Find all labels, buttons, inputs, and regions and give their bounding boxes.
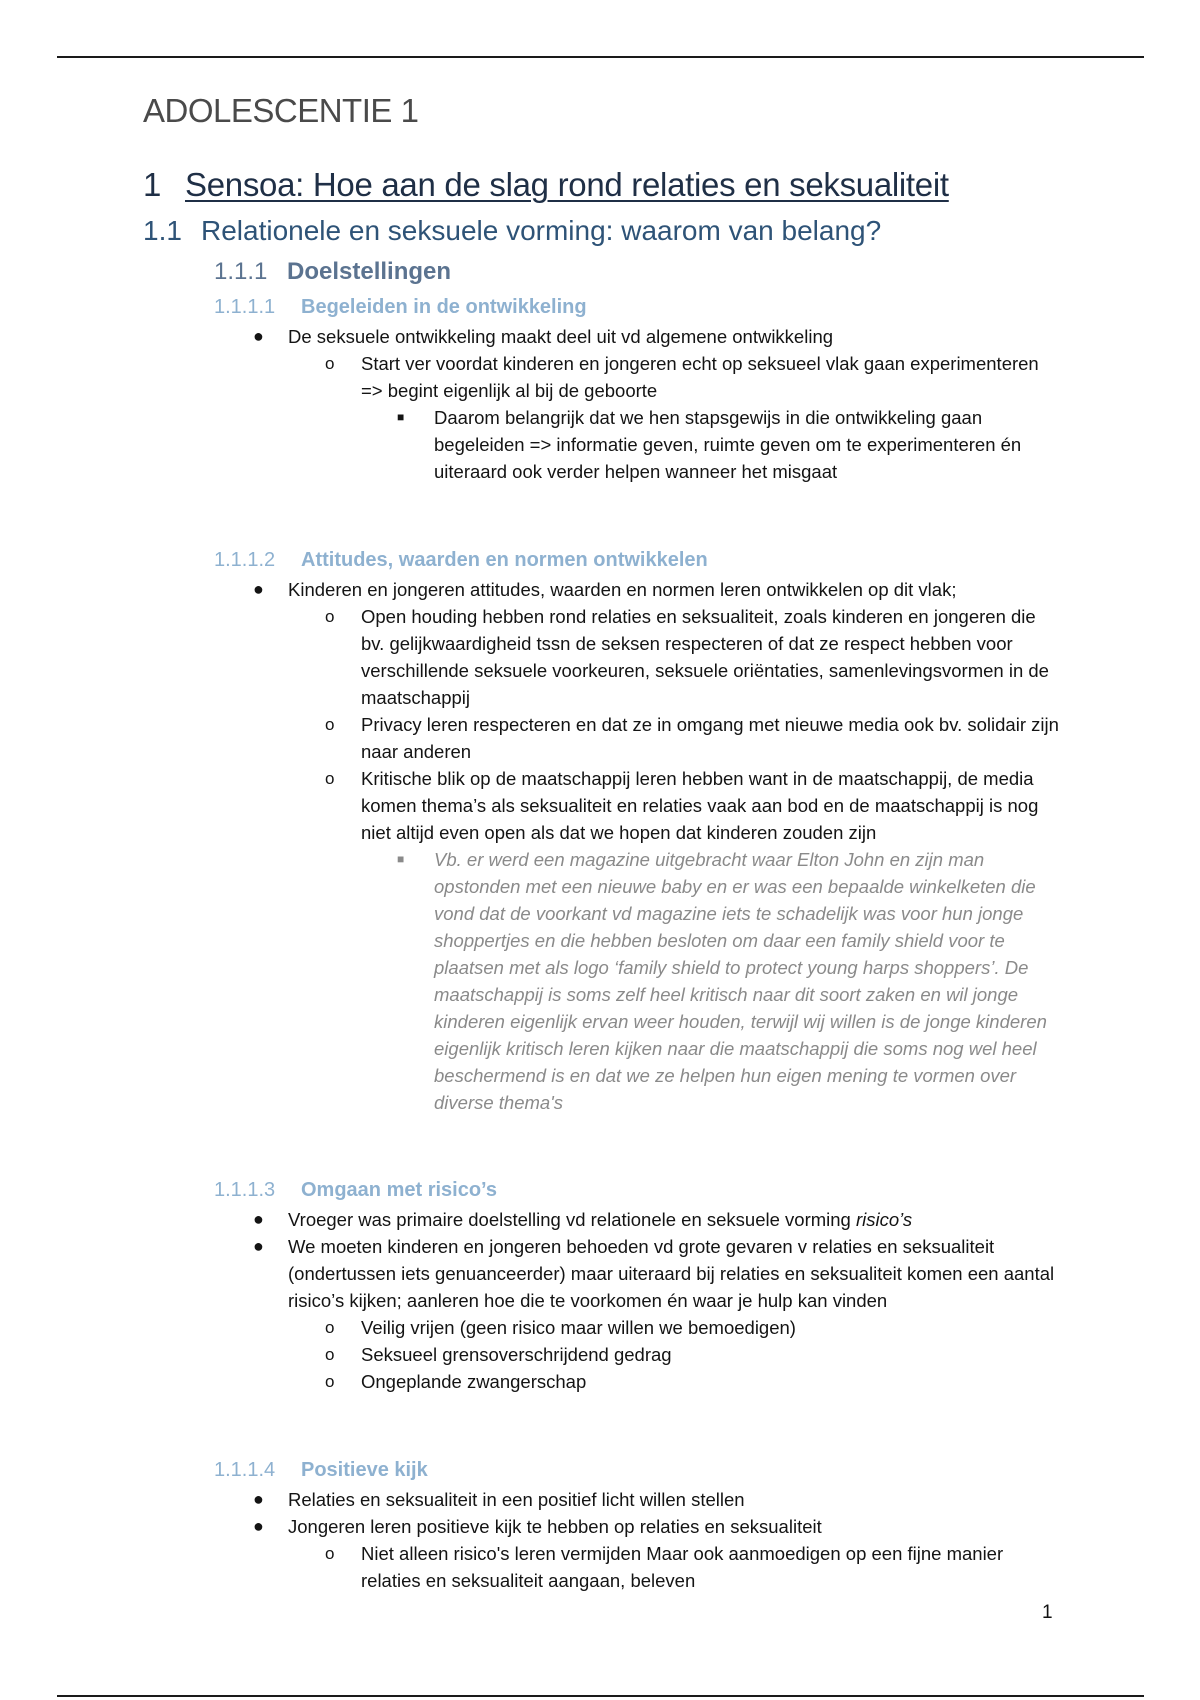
circle-bullet-icon: o [325, 1544, 335, 1563]
list-item [0, 1513, 1061, 1540]
circle-bullet-icon: o [325, 354, 335, 373]
emphasis-text: risico’s [855, 1209, 913, 1230]
square-bullet-icon: ■ [397, 852, 405, 866]
section-title: Omgaan met risico’s [301, 1179, 497, 1201]
header-rule [57, 56, 1144, 58]
bullet-icon: ● [253, 1209, 264, 1229]
list-item-text: We moeten kinderen en jongeren behoeden vd grote gevaren v relaties en seksualiteit (ondertussen iets genuanceerder) maar uiteraard bij relaties en seksualiteit komen een aantal risico’s kijken; aanleren hoe die te voorkomen én waar je hulp kan vinden [288, 1236, 1055, 1311]
example-text: Vb. er werd een magazine uitgebracht waar Elton John en zijn man opstonden met een nieuwe baby en er was een bepaalde winkelketen die vond dat de voorkant vd magazine iets te schadelijk was voor hun jonge shoppertjes en die hebben besloten om daar een family shield voor te plaatsen met als logo ‘family shield to protect young harps shoppers’. De maatschappij is soms zelf heel kritisch naar dit soort zaken en wil jonge kinderen eigenlijk ervan weer houden, terwijl wij willen is de jonge kinderen eigenlijk kritisch leren kijken naar die maatschappij die soms nog wel heel beschermend is en dat we ze helpen hun eigen mening te vormen over diverse thema's [434, 849, 1047, 1113]
square-bullet-icon: ■ [397, 410, 405, 424]
list-item [0, 846, 1061, 1116]
circle-bullet-icon: o [325, 715, 335, 734]
section-heading-risicos [214, 1179, 497, 1202]
list-item [0, 576, 1061, 603]
bullet-icon: ● [253, 1489, 264, 1509]
list-item [0, 603, 1061, 711]
circle-bullet-icon: o [325, 769, 335, 788]
list-item [0, 711, 1061, 765]
list-item [0, 1206, 1061, 1233]
footer-rule [57, 1695, 1144, 1697]
section-list-risicos [0, 1206, 1061, 1395]
heading-1-text: Sensoa: Hoe aan de slag rond relaties en seksualiteit [185, 166, 949, 203]
bullet-icon: ● [253, 326, 264, 346]
bullet-icon: ● [253, 1236, 264, 1256]
list-item [0, 1341, 1061, 1368]
page-number: 1 [1042, 1602, 1053, 1623]
heading-1 [143, 166, 949, 204]
heading-3-number: 1.1.1 [214, 258, 268, 285]
circle-bullet-icon: o [325, 1345, 335, 1364]
list-item-text: Relaties en seksualiteit in een positief licht willen stellen [288, 1489, 745, 1510]
section-heading-positieve-kijk [214, 1459, 428, 1482]
list-item [0, 1540, 1061, 1594]
list-item [0, 323, 1061, 350]
section-list-positieve-kijk [0, 1486, 1061, 1594]
section-number: 1.1.1.1 [214, 296, 276, 318]
section-number: 1.1.1.4 [214, 1459, 276, 1481]
section-list-attitudes [0, 576, 1061, 1116]
bullet-icon: ● [253, 579, 264, 599]
list-item [0, 1233, 1061, 1314]
section-title: Begeleiden in de ontwikkeling [301, 296, 587, 318]
circle-bullet-icon: o [325, 1318, 335, 1337]
list-item [0, 350, 1061, 404]
document-title: ADOLESCENTIE 1 [143, 92, 419, 129]
list-item-text: Niet alleen risico's leren vermijden Maar ook aanmoedigen op een fijne manier relaties en seksualiteit aangaan, beleven [361, 1543, 1004, 1591]
list-item-text: Veilig vrijen (geen risico maar willen we bemoedigen) [361, 1317, 796, 1338]
section-list-begeleiden [0, 323, 1061, 485]
list-item-text: Vroeger was primaire doelstelling vd relationele en seksuele vorming risico’s [288, 1209, 913, 1230]
heading-2 [143, 215, 881, 247]
section-heading-begeleiden [214, 296, 587, 319]
section-title: Positieve kijk [301, 1459, 428, 1481]
list-item-text: Daarom belangrijk dat we hen stapsgewijs in die ontwikkeling gaan begeleiden => informatie geven, ruimte geven om te experimenteren én uiteraard ook verder helpen wanneer het misgaat [434, 407, 1022, 482]
list-item-text: Ongeplande zwangerschap [361, 1371, 587, 1392]
list-item-text: Jongeren leren positieve kijk te hebben op relaties en seksualiteit [288, 1516, 822, 1537]
section-heading-attitudes [214, 549, 708, 572]
list-item [0, 765, 1061, 846]
section-number: 1.1.1.3 [214, 1179, 276, 1201]
list-item [0, 1486, 1061, 1513]
bullet-icon: ● [253, 1516, 264, 1536]
section-title: Attitudes, waarden en normen ontwikkelen [301, 549, 708, 571]
circle-bullet-icon: o [325, 607, 335, 626]
list-item-text: Privacy leren respecteren en dat ze in omgang met nieuwe media ook bv. solidair zijn naar anderen [361, 714, 1059, 762]
list-item-text: De seksuele ontwikkeling maakt deel uit vd algemene ontwikkeling [288, 326, 834, 347]
list-item [0, 1368, 1061, 1395]
section-number: 1.1.1.2 [214, 549, 276, 571]
heading-2-text: Relationele en seksuele vorming: waarom van belang? [201, 215, 882, 246]
list-item-text: Seksueel grensoverschrijdend gedrag [361, 1344, 672, 1365]
list-item [0, 404, 1061, 485]
list-item-text: Open houding hebben rond relaties en seksualiteit, zoals kinderen en jongeren die bv. gelijkwaardigheid tssn de seksen respecteren of dat ze respect hebben voor verschillende seksuele voorkeuren, seksuele oriëntaties, samenlevingsvormen in de maatschappij [361, 606, 1049, 708]
list-item-text: Kritische blik op de maatschappij leren hebben want in de maatschappij, de media komen thema’s als seksualiteit en relaties vaak aan bod en de maatschappij is nog niet altijd even open als dat we hopen dat kinderen zouden zijn [361, 768, 1039, 843]
heading-3-text: Doelstellingen [287, 258, 452, 285]
circle-bullet-icon: o [325, 1372, 335, 1391]
list-item [0, 1314, 1061, 1341]
list-item-text: Kinderen en jongeren attitudes, waarden en normen leren ontwikkelen op dit vlak; [288, 579, 957, 600]
heading-3 [214, 258, 451, 286]
list-item-text: Start ver voordat kinderen en jongeren echt op seksueel vlak gaan experimenteren => begint eigenlijk al bij de geboorte [361, 353, 1039, 401]
heading-2-number: 1.1 [143, 215, 182, 246]
heading-1-number: 1 [143, 166, 162, 203]
